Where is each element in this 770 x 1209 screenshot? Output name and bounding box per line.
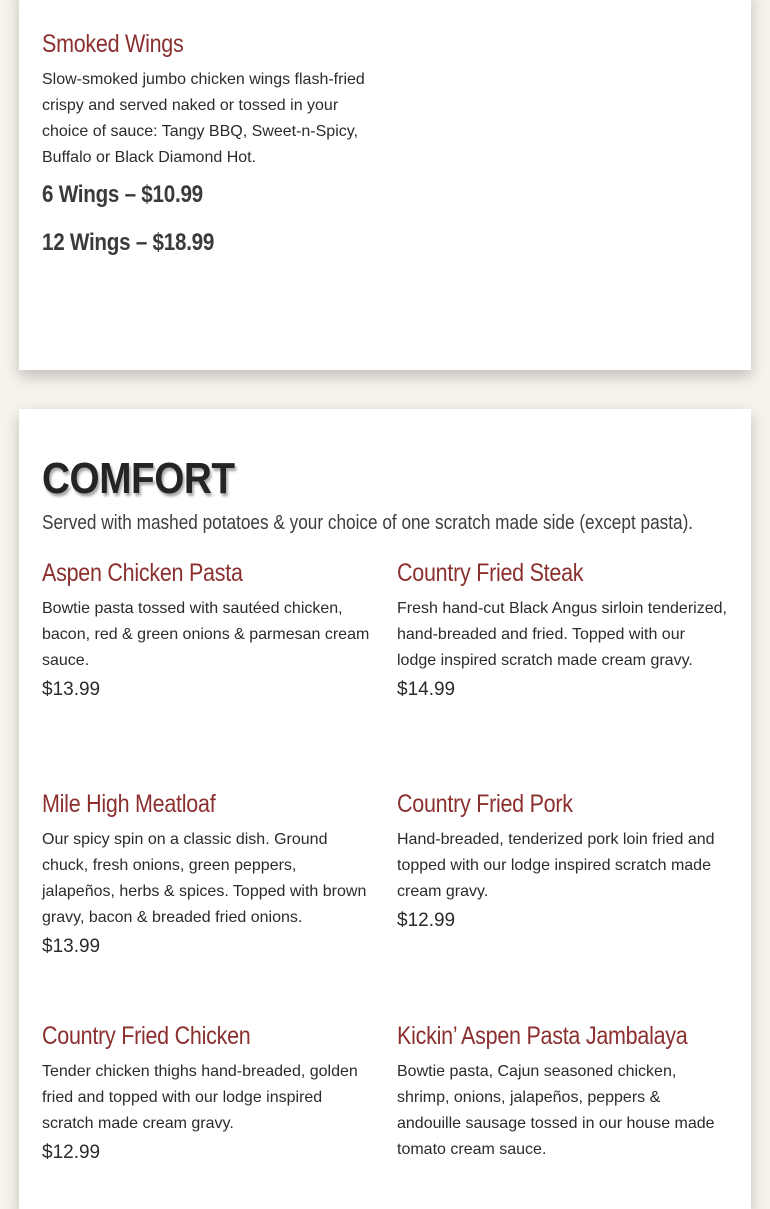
- menu-item-description: Hand-breaded, tenderized pork loin fried and topped with our lodge inspired scratch made cream gravy.: [397, 831, 715, 900]
- menu-item-aspen-chicken-pasta: [42, 558, 372, 702]
- menu-item-mile-high-meatloaf: [42, 789, 372, 959]
- section-title: COMFORT: [42, 454, 235, 503]
- menu-item-description: Tender chicken thighs hand-breaded, golden fried and topped with our lodge inspired scratch made cream gravy.: [42, 1063, 358, 1132]
- menu-item-smoked-wings: [42, 29, 372, 171]
- menu-item-price: $12.99: [397, 910, 456, 931]
- menu-item-price: $13.99: [42, 936, 101, 957]
- menu-item-title: Aspen Chicken Pasta: [42, 559, 243, 587]
- section-subtitle: Served with mashed potatoes & your choice of one scratch made side (except pasta).: [42, 512, 694, 534]
- menu-item-kickin-aspen-pasta-jambalaya: [397, 1021, 727, 1163]
- menu-item-country-fried-pork: [397, 789, 727, 933]
- menu-item-description: Bowtie pasta, Cajun seasoned chicken, shrimp, onions, jalapeños, peppers & andouille sausage tossed in our house made tomato cream sauce.: [397, 1063, 715, 1158]
- menu-item-description: Fresh hand-cut Black Angus sirloin tenderized, hand-breaded and fried. Topped with our lodge inspired scratch made cream gravy.: [397, 600, 727, 669]
- menu-item-title: Country Fried Steak: [397, 559, 584, 587]
- menu-item-title: Mile High Meatloaf: [42, 790, 216, 818]
- menu-item-price: $13.99: [42, 679, 101, 700]
- menu-item-title: Country Fried Pork: [397, 790, 573, 818]
- menu-item-price: $12.99: [42, 1142, 101, 1163]
- menu-card-comfort: [19, 409, 751, 1209]
- menu-item-country-fried-steak: [397, 558, 727, 702]
- menu-item-description: Our spicy spin on a classic dish. Ground chuck, fresh onions, green peppers, jalapeños, herbs & spices. Topped with brown gravy, bacon & breaded fried onions.: [42, 831, 367, 926]
- menu-item-title: Country Fried Chicken: [42, 1022, 251, 1050]
- menu-item-description: Slow-smoked jumbo chicken wings flash-fried crispy and served naked or tossed in your choice of sauce: Tangy BBQ, Sweet-n-Spicy, Buffalo or Black Diamond Hot.: [42, 71, 365, 166]
- wings-12-price: 12 Wings – $18.99: [42, 229, 215, 256]
- menu-item-description: Bowtie pasta tossed with sautéed chicken, bacon, red & green onions & parmesan cream sauce.: [42, 600, 370, 669]
- wings-6-price: 6 Wings – $10.99: [42, 181, 203, 208]
- menu-card-appetizers: [19, 0, 751, 370]
- menu-item-country-fried-chicken: [42, 1021, 372, 1165]
- menu-item-price: $14.99: [397, 679, 456, 700]
- menu-item-title: Kickin’ Aspen Pasta Jambalaya: [397, 1022, 688, 1050]
- menu-item-title: Smoked Wings: [42, 30, 184, 58]
